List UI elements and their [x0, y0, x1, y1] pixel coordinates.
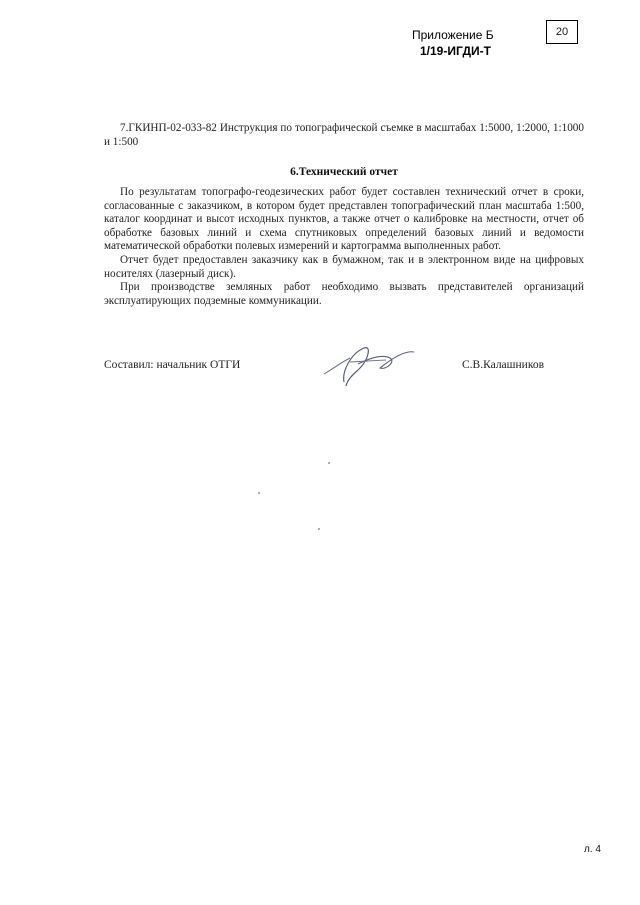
section-body — [104, 186, 584, 308]
section-title: 6.Технический отчет — [290, 166, 398, 178]
scan-speck — [318, 528, 320, 530]
signature-image — [320, 338, 430, 390]
document-code: 1/19-ИГДИ-Т — [420, 44, 491, 58]
sheet-label: л. 4 — [584, 844, 601, 855]
signer-name: С.В.Калашников — [462, 359, 545, 371]
paragraph-report: По результатам топографо-геодезических работ будет составлен технический отчет в сроки, согласованные с заказчиком, в котором будет представлен топографический план масштаба 1:500, каталог координат и высот исходных пунктов, а также отчет о калибровке на местности, отчет об обработке базовых линий и схема спутниковых определений базовых линий и ведомости математической обработки полевых измерений и картограмма выполненных работ. — [104, 186, 584, 253]
page-number-box: 20 — [546, 20, 578, 44]
appendix-label: Приложение Б — [412, 28, 494, 42]
paragraph-earthworks: При производстве земляных работ необходимо вызвать представителей организаций эксплуатирующих подземные коммуникации. — [104, 281, 584, 307]
paragraph-delivery: Отчет будет предоставлен заказчику как в бумажном, так и в электронном виде на цифровых носителях (лазерный диск). — [104, 253, 584, 280]
reference-text: 7.ГКИНП-02-033-82 Инструкция по топографической съемке в масштабах 1:5000, 1:2000, 1:1000 и 1:500 — [104, 122, 584, 148]
scan-speck — [328, 462, 330, 464]
reference-item — [104, 122, 584, 149]
scan-speck — [258, 492, 260, 494]
compiled-by: Составил: начальник ОТГИ — [104, 359, 241, 371]
